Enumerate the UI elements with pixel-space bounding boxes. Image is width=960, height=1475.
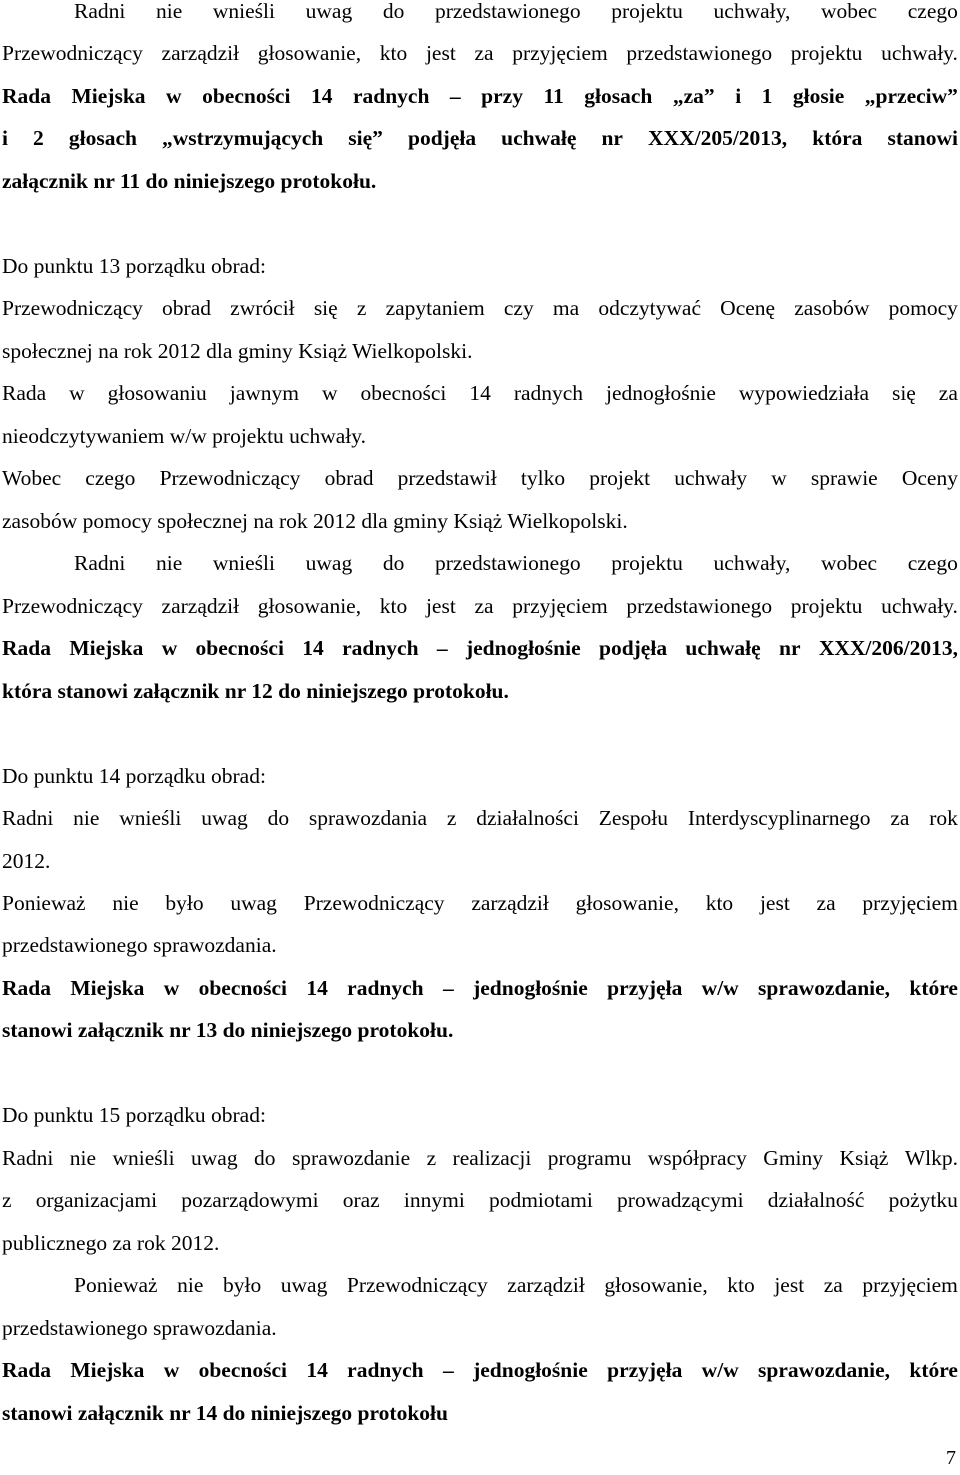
word: głosowaniu [107, 381, 207, 405]
word: obrad [324, 466, 374, 490]
word: Rada [2, 84, 51, 108]
word: 11 [543, 84, 564, 108]
paragraph-line [2, 463, 958, 493]
word: nie [112, 891, 139, 915]
section-heading-15: Do punktu 15 porządku obrad: [2, 1103, 266, 1127]
word: Przewodniczący [303, 891, 445, 915]
word: które [909, 1358, 958, 1382]
word: uchwałę [685, 636, 761, 660]
paragraph-line [2, 1143, 958, 1173]
word: nie [73, 806, 100, 830]
word: podjęła [408, 126, 477, 150]
word: głosach [68, 126, 137, 150]
word: rok [929, 806, 958, 830]
word: Wobec [2, 466, 62, 490]
word: zarządził [507, 1273, 585, 1297]
paragraph-line [2, 38, 958, 68]
word: nr [778, 636, 801, 660]
word: współpracy [647, 1146, 747, 1170]
word: projektu [611, 0, 683, 23]
resolution-line: załącznik nr 11 do niniejszego protokołu. [2, 169, 377, 193]
word: „przeciw” [864, 84, 958, 108]
word: oraz [342, 1188, 380, 1212]
word: w/w [701, 976, 739, 1000]
word: przyjęła [607, 976, 683, 1000]
word: Rada [2, 381, 47, 405]
word: Radni [74, 0, 126, 23]
word: Książ [839, 1146, 889, 1170]
word: zarządził [161, 594, 240, 618]
word: głosowanie, [604, 1273, 708, 1297]
word: w [321, 381, 338, 405]
word: przedstawionego [626, 594, 773, 618]
word: jednogłośnie [606, 381, 716, 405]
word: radnych [342, 636, 419, 660]
word: która [812, 126, 863, 150]
word: uwag [191, 1146, 238, 1170]
word: jednogłośnie [473, 976, 588, 1000]
word: uwag [305, 0, 353, 23]
word: kto [379, 41, 408, 65]
word: zapytaniem [385, 296, 485, 320]
word: przedstawił [397, 466, 497, 490]
word: Rada [2, 1358, 51, 1382]
word: projektu [611, 551, 683, 575]
word: jednogłośnie [473, 1358, 588, 1382]
paragraph-line [74, 0, 958, 26]
word: Miejska [69, 636, 144, 660]
word: „za” [672, 84, 715, 108]
word: sprawie [810, 466, 878, 490]
word: uchwałę [501, 126, 577, 150]
word: projektu [790, 41, 863, 65]
paragraph-line: zasobów pomocy społecznej na rok 2012 dla gminy Książ Wielkopolski. [2, 509, 628, 533]
resolution-line [2, 81, 958, 111]
word: Przewodniczący [2, 296, 143, 320]
word: Ponieważ [2, 891, 86, 915]
word: w/w [701, 1358, 739, 1382]
word: obecności [198, 1358, 287, 1382]
word: z [2, 1188, 12, 1212]
word: zarządził [471, 891, 549, 915]
word: do [267, 806, 290, 830]
word: Miejska [71, 84, 146, 108]
word: przedstawionego [626, 41, 773, 65]
word: uwag [201, 806, 248, 830]
word: pozarządowymi [181, 1188, 319, 1212]
word: zasobów [794, 296, 870, 320]
word: w [69, 381, 85, 405]
word: działalność [767, 1188, 865, 1212]
word: Radni [2, 1146, 54, 1170]
word: 1 [761, 84, 773, 108]
word: podmiotami [488, 1188, 593, 1212]
resolution-line [2, 1355, 958, 1385]
resolution-line [2, 123, 958, 153]
word: do [382, 551, 405, 575]
word: XXX/206/2013, [818, 636, 958, 660]
word: sprawozdanie, [758, 1358, 891, 1382]
word: pożytku [888, 1188, 958, 1212]
paragraph-line [74, 1270, 958, 1300]
word: przedstawionego [434, 551, 581, 575]
word: w [163, 976, 180, 1000]
word: stanowi [887, 126, 958, 150]
section-heading-13: Do punktu 13 porządku obrad: [2, 254, 266, 278]
word: w [166, 84, 182, 108]
word: organizacjami [35, 1188, 158, 1212]
word: programu [547, 1146, 632, 1170]
resolution-line [2, 633, 958, 663]
word: sprawozdanie, [758, 976, 891, 1000]
word: „wstrzymujących [162, 126, 324, 150]
word: 14 [306, 1358, 328, 1382]
word: było [165, 891, 204, 915]
word: Wlkp. [904, 1146, 958, 1170]
word: realizacji [452, 1146, 532, 1170]
word: przyjęciem [862, 1273, 958, 1297]
word: czy [503, 296, 534, 320]
word: projektu [790, 594, 863, 618]
word: jest [425, 594, 456, 618]
word: jest [425, 41, 456, 65]
word: Ponieważ [74, 1273, 158, 1297]
word: kto [705, 891, 734, 915]
paragraph-line [2, 803, 958, 833]
paragraph-line [74, 548, 958, 578]
word: się [313, 296, 338, 320]
resolution-line [2, 973, 958, 1003]
word: było [222, 1273, 262, 1297]
word: z [356, 296, 367, 320]
word: głosach [584, 84, 653, 108]
word: za [816, 891, 836, 915]
word: obecności [195, 636, 284, 660]
word: nie [177, 1273, 204, 1297]
word: Gminy [763, 1146, 824, 1170]
word: kto [379, 594, 408, 618]
word: Przewodniczący [2, 41, 143, 65]
word: w [161, 636, 178, 660]
word: radnych [347, 1358, 424, 1382]
word: Rada [2, 636, 51, 660]
word: jednogłośnie [465, 636, 581, 660]
word: podjęła [598, 636, 668, 660]
word: wobec [820, 0, 878, 23]
word: głosowanie, [257, 41, 362, 65]
word: 2 [33, 126, 44, 150]
word: za [890, 806, 910, 830]
word: 14 [469, 381, 491, 405]
paragraph-line [2, 378, 958, 408]
word: Przewodniczący [346, 1273, 488, 1297]
word: – [449, 84, 461, 108]
paragraph-line: przedstawionego sprawozdania. [2, 1316, 277, 1340]
paragraph-line: publicznego za rok 2012. [2, 1231, 220, 1255]
word: obecności [198, 976, 287, 1000]
word: przyjęciem [512, 41, 608, 65]
word: przedstawionego [434, 0, 581, 23]
resolution-line: stanowi załącznik nr 13 do niniejszego protokołu. [2, 1018, 454, 1042]
word: 14 [306, 976, 328, 1000]
word: w [771, 466, 787, 490]
word: uchwały [674, 466, 748, 490]
word: Rada [2, 976, 51, 1000]
word: radnych [352, 84, 430, 108]
word: wnieśli [212, 551, 275, 575]
paragraph-line [2, 1185, 958, 1215]
word: nr [601, 126, 623, 150]
word: tylko [520, 466, 566, 490]
word: nie [155, 0, 183, 23]
paragraph-line [2, 293, 958, 323]
word: przy [481, 84, 523, 108]
word: czego [907, 551, 958, 575]
word: przyjęciem [512, 594, 608, 618]
paragraph-line: przedstawionego sprawozdania. [2, 933, 277, 957]
word: się” [348, 126, 383, 150]
word: Ocenę [720, 296, 776, 320]
word: wnieśli [112, 1146, 175, 1170]
word: głosowanie, [257, 594, 362, 618]
word: projekt [589, 466, 651, 490]
word: za [474, 594, 494, 618]
word: za [938, 381, 958, 405]
word: zarządził [161, 41, 240, 65]
paragraph-line [2, 591, 958, 621]
word: i [2, 126, 8, 150]
word: radnych [347, 976, 424, 1000]
word: kto [727, 1273, 755, 1297]
word: innymi [403, 1188, 465, 1212]
word: odczytywać [598, 296, 701, 320]
word: wnieśli [119, 806, 182, 830]
word: sprawozdanie [291, 1146, 411, 1170]
word: – [442, 976, 454, 1000]
word: wypowiedziała [738, 381, 869, 405]
word: za [474, 41, 494, 65]
paragraph-line: nieodczytywaniem w/w projektu uchwały. [2, 424, 366, 448]
word: 14 [310, 84, 333, 108]
word: uchwały, [713, 0, 791, 23]
word: przyjęła [607, 1358, 683, 1382]
word: działalności [476, 806, 579, 830]
word: nie [155, 551, 183, 575]
word: uchwały. [881, 594, 958, 618]
section-heading-14: Do punktu 14 porządku obrad: [2, 764, 266, 788]
word: nie [69, 1146, 97, 1170]
word: obrad [162, 296, 211, 320]
word: uwag [230, 891, 277, 915]
word: uchwały. [881, 41, 958, 65]
word: Miejska [70, 1358, 145, 1382]
paragraph-line [2, 888, 958, 918]
word: do [382, 0, 405, 23]
word: pomocy [888, 296, 958, 320]
word: wobec [820, 551, 878, 575]
paragraph-line: 2012. [2, 849, 51, 873]
word: z [446, 806, 457, 830]
word: do [254, 1146, 276, 1170]
word: jest [759, 891, 790, 915]
resolution-line: która stanowi załącznik nr 12 do niniejszego protokołu. [2, 679, 509, 703]
resolution-line: stanowi załącznik nr 14 do niniejszego protokołu [2, 1401, 448, 1425]
word: głosowanie, [575, 891, 679, 915]
word: Przewodniczący [159, 466, 301, 490]
word: w [163, 1358, 180, 1382]
word: uchwały, [713, 551, 791, 575]
word: Miejska [70, 976, 145, 1000]
word: przyjęciem [862, 891, 958, 915]
paragraph-line: społecznej na rok 2012 dla gminy Książ Wielkopolski. [2, 339, 473, 363]
word: obecności [202, 84, 291, 108]
word: Oceny [901, 466, 958, 490]
word: prowadzącymi [617, 1188, 744, 1212]
word: wnieśli [212, 0, 275, 23]
word: Interdyscyplinarnego [687, 806, 871, 830]
word: obecności [360, 381, 447, 405]
word: zwrócił [230, 296, 295, 320]
word: które [909, 976, 958, 1000]
word: uwag [280, 1273, 328, 1297]
word: jest [774, 1273, 805, 1297]
word: i [735, 84, 742, 108]
word: za [823, 1273, 843, 1297]
word: Zespołu [598, 806, 669, 830]
word: radnych [513, 381, 584, 405]
word: 14 [302, 636, 324, 660]
word: – [442, 1358, 454, 1382]
word: uwag [305, 551, 353, 575]
word: czego [907, 0, 958, 23]
word: głosie [792, 84, 845, 108]
word: jawnym [229, 381, 299, 405]
word: czego [85, 466, 136, 490]
word: z [426, 1146, 437, 1170]
word: ma [552, 296, 580, 320]
word: sprawozdania [308, 806, 428, 830]
word: się [891, 381, 916, 405]
word: Radni [74, 551, 126, 575]
word: XXX/205/2013, [648, 126, 788, 150]
word: – [436, 636, 448, 660]
page-number: 7 [946, 1447, 956, 1469]
word: Radni [2, 806, 54, 830]
word: Przewodniczący [2, 594, 143, 618]
